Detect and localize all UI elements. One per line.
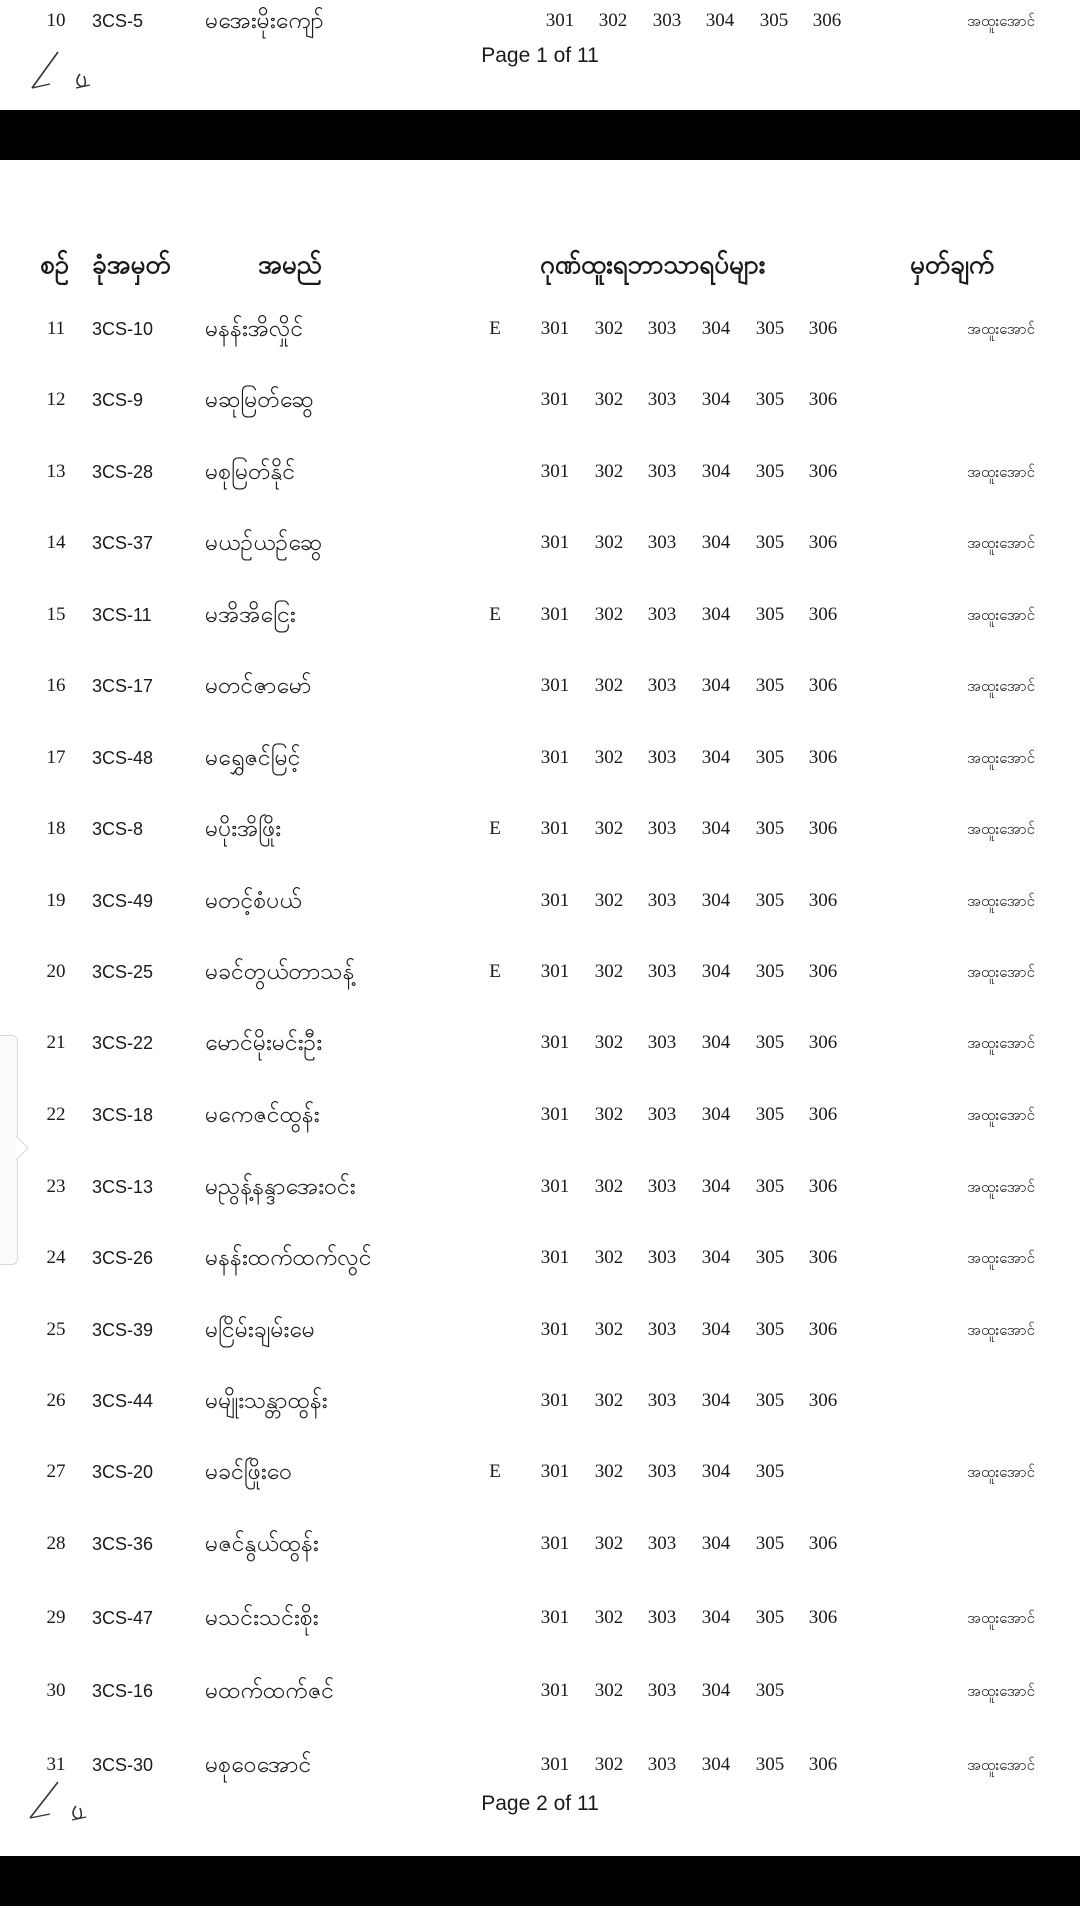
subject-code: 304 — [701, 1176, 731, 1197]
roll-number: 3CS-48 — [92, 748, 154, 768]
student-name: မကေဇင်ထွန်း — [205, 1102, 320, 1128]
subject-code: 304 — [701, 318, 731, 339]
student-name: မခင်တွယ်တာသန့် — [205, 959, 355, 985]
subject-code: 305 — [755, 1390, 785, 1411]
table-header — [0, 237, 1080, 293]
subject-code: 304 — [701, 1461, 731, 1482]
row-number: 16 — [46, 675, 66, 696]
subject-code: 306 — [808, 318, 838, 339]
subject-code: 304 — [701, 675, 731, 696]
table-row — [0, 1671, 1080, 1711]
subject-code: 304 — [701, 1247, 731, 1268]
subject-code: 302 — [594, 1247, 624, 1268]
subject-code: 303 — [647, 1176, 677, 1197]
subject-code: 306 — [808, 532, 838, 553]
roll-number: 3CS-9 — [92, 390, 144, 410]
roll-number: 3CS-25 — [92, 962, 154, 982]
subject-code: 305 — [755, 1461, 785, 1482]
remark: အထူးအောင် — [967, 820, 1035, 838]
subject-code: 304 — [701, 890, 731, 911]
remark: အထူးအောင် — [967, 463, 1035, 481]
row-number: 27 — [46, 1461, 66, 1482]
table-row — [0, 1598, 1080, 1638]
remark: အထူးအောင် — [967, 1682, 1035, 1700]
student-name: မတင်ဇာမော် — [205, 673, 312, 699]
row-number: 23 — [46, 1176, 66, 1197]
subject-code: 305 — [755, 1533, 785, 1554]
remark: အထူးအောင် — [967, 12, 1035, 30]
student-name: မောင်မိုးမင်းဦး — [205, 1030, 323, 1056]
table-row — [0, 738, 1080, 778]
student-name: မစုမြတ်နိုင် — [205, 459, 296, 485]
subject-code: 306 — [808, 461, 838, 482]
chevron-left-icon[interactable] — [16, 1128, 36, 1168]
subject-code: 305 — [755, 1754, 785, 1775]
table-row — [0, 595, 1080, 635]
page-separator — [0, 1856, 1080, 1906]
table-row — [0, 1745, 1080, 1785]
subject-code: 304 — [701, 1390, 731, 1411]
table-row — [0, 1, 1080, 41]
subject-code: 303 — [647, 532, 677, 553]
row-number: 12 — [46, 389, 66, 410]
subject-code: 303 — [647, 1533, 677, 1554]
row-number: 19 — [46, 890, 66, 911]
subject-code: 305 — [755, 604, 785, 625]
student-name: မနန်းအိလှိုင် — [205, 316, 304, 342]
subject-code: 306 — [808, 818, 838, 839]
row-number: 26 — [46, 1390, 66, 1411]
subject-code: 303 — [647, 1680, 677, 1701]
table-row — [0, 1238, 1080, 1278]
row-number: 11 — [46, 318, 66, 339]
subject-code: 302 — [594, 461, 624, 482]
subject-code: 303 — [647, 961, 677, 982]
subject-code: 301 — [540, 747, 570, 768]
subject-code: 302 — [594, 389, 624, 410]
subject-code: 301 — [540, 1104, 570, 1125]
table-row — [0, 952, 1080, 992]
subject-code: 304 — [701, 1680, 731, 1701]
subject-code: 304 — [705, 10, 735, 31]
student-name: မခင်ဖြိုးဝေ — [205, 1459, 293, 1485]
subject-code: 302 — [594, 1176, 624, 1197]
subject-code: 305 — [755, 675, 785, 696]
subject-code: 305 — [755, 818, 785, 839]
roll-number: 3CS-49 — [92, 891, 154, 911]
remark: အထူးအောင် — [967, 749, 1035, 767]
subject-code: 302 — [594, 1533, 624, 1554]
header-roll: ခုံအမှတ် — [92, 250, 171, 280]
page-separator — [0, 110, 1080, 160]
subject-code: 302 — [594, 604, 624, 625]
subject-code: 304 — [701, 532, 731, 553]
row-number: 20 — [46, 961, 66, 982]
subject-code: 301 — [540, 890, 570, 911]
subject-code: 304 — [701, 1319, 731, 1340]
subject-code: 305 — [755, 1607, 785, 1628]
row-number: 10 — [46, 10, 66, 31]
subject-code: 301 — [540, 318, 570, 339]
subject-code: 303 — [647, 318, 677, 339]
subject-code: 302 — [594, 818, 624, 839]
remark: အထူးအောင် — [967, 1178, 1035, 1196]
subject-code: 303 — [647, 1247, 677, 1268]
subject-code: 302 — [594, 1104, 624, 1125]
remark: အထူးအောင် — [967, 1321, 1035, 1339]
table-row — [0, 1023, 1080, 1063]
subject-code: 302 — [594, 1680, 624, 1701]
subject-code: 305 — [755, 461, 785, 482]
subject-code: 303 — [647, 461, 677, 482]
subject-code: 303 — [647, 1104, 677, 1125]
row-number: 13 — [46, 461, 66, 482]
subject-code: 301 — [540, 1247, 570, 1268]
table-row — [0, 1524, 1080, 1564]
page-number: Page 1 of 11 — [481, 44, 599, 67]
subject-code: 305 — [755, 1176, 785, 1197]
subject-code: 301 — [540, 961, 570, 982]
subject-code: 306 — [808, 675, 838, 696]
subject-code: 305 — [755, 389, 785, 410]
subject-code: 303 — [647, 890, 677, 911]
subject-code: 302 — [594, 890, 624, 911]
student-name: မတင့်စံပယ် — [205, 888, 302, 914]
subject-code: 303 — [647, 1319, 677, 1340]
row-number: 15 — [46, 604, 66, 625]
subject-code: 305 — [755, 1247, 785, 1268]
subject-code: 304 — [701, 961, 731, 982]
subject-code: 305 — [755, 1104, 785, 1125]
remark: အထူးအောင် — [967, 1034, 1035, 1052]
subject-code: 302 — [594, 675, 624, 696]
roll-number: 3CS-47 — [92, 1608, 154, 1628]
subject-code: 303 — [647, 675, 677, 696]
subject-code: 302 — [594, 318, 624, 339]
subject-code: 306 — [808, 389, 838, 410]
subject-code: 305 — [755, 961, 785, 982]
english-distinction-mark: E — [489, 818, 501, 839]
subject-code: 301 — [540, 1607, 570, 1628]
subject-code: 302 — [594, 1607, 624, 1628]
subject-code: 301 — [540, 389, 570, 410]
subject-code: 301 — [540, 1032, 570, 1053]
roll-number: 3CS-16 — [92, 1681, 154, 1701]
roll-number: 3CS-37 — [92, 533, 154, 553]
subject-code: 301 — [540, 604, 570, 625]
header-no: စဉ် — [40, 250, 70, 280]
subject-code: 306 — [808, 1104, 838, 1125]
subject-code: 304 — [701, 1607, 731, 1628]
student-name: မမျိုးသန္တာထွန်း — [205, 1388, 328, 1414]
subject-code: 302 — [594, 1461, 624, 1482]
student-name: မစုဝေအောင် — [205, 1752, 312, 1778]
subject-code: 306 — [808, 604, 838, 625]
subject-code: 306 — [808, 1533, 838, 1554]
table-row — [0, 1452, 1080, 1492]
subject-code: 305 — [755, 1032, 785, 1053]
subject-code: 303 — [647, 1032, 677, 1053]
subject-code: 304 — [701, 1032, 731, 1053]
roll-number: 3CS-17 — [92, 676, 154, 696]
english-distinction-mark: E — [489, 318, 501, 339]
student-name: မပိုးအိဖြိုး — [205, 816, 282, 842]
remark: အထူးအောင် — [967, 1756, 1035, 1774]
remark: အထူးအောင် — [967, 534, 1035, 552]
row-number: 31 — [46, 1754, 66, 1775]
subject-code: 305 — [755, 1319, 785, 1340]
subject-code: 302 — [594, 1754, 624, 1775]
subject-code: 301 — [540, 675, 570, 696]
subject-code: 306 — [808, 1607, 838, 1628]
english-distinction-mark: E — [489, 604, 501, 625]
table-row — [0, 666, 1080, 706]
subject-code: 305 — [755, 890, 785, 911]
roll-number: 3CS-8 — [92, 819, 144, 839]
remark: အထူးအောင် — [967, 606, 1035, 624]
table-row — [0, 452, 1080, 492]
row-number: 18 — [46, 818, 66, 839]
subject-code: 306 — [808, 747, 838, 768]
subject-code: 301 — [540, 1176, 570, 1197]
subject-code: 306 — [808, 961, 838, 982]
subject-code: 304 — [701, 389, 731, 410]
subject-code: 304 — [701, 461, 731, 482]
english-distinction-mark: E — [489, 961, 501, 982]
table-row — [0, 881, 1080, 921]
row-number: 22 — [46, 1104, 66, 1125]
student-name: မနန်းထက်ထက်လွင် — [205, 1245, 372, 1271]
subject-code: 301 — [540, 1680, 570, 1701]
subject-code: 302 — [594, 1032, 624, 1053]
student-name: မငြိမ်းချမ်းမေ — [205, 1317, 315, 1343]
subject-code: 302 — [594, 1390, 624, 1411]
subject-code: 304 — [701, 1533, 731, 1554]
subject-code: 304 — [701, 818, 731, 839]
subject-code: 302 — [594, 532, 624, 553]
subject-code: 302 — [594, 961, 624, 982]
student-name: မသင်းသင်းစိုး — [205, 1605, 319, 1631]
subject-code: 303 — [647, 1461, 677, 1482]
subject-code: 305 — [755, 532, 785, 553]
subject-code: 305 — [759, 10, 789, 31]
subject-code: 301 — [540, 532, 570, 553]
roll-number: 3CS-26 — [92, 1248, 154, 1268]
subject-code: 304 — [701, 1754, 731, 1775]
english-distinction-mark: E — [489, 1461, 501, 1482]
roll-number: 3CS-11 — [92, 605, 152, 625]
row-number: 30 — [46, 1680, 66, 1701]
remark: အထူးအောင် — [967, 677, 1035, 695]
roll-number: 3CS-18 — [92, 1105, 154, 1125]
subject-code: 305 — [755, 747, 785, 768]
student-name: မရွှေဇင်မြင့် — [205, 745, 301, 771]
subject-code: 304 — [701, 747, 731, 768]
student-name: မအိအိငြေး — [205, 602, 296, 628]
table-row — [0, 523, 1080, 563]
subject-code: 304 — [701, 1104, 731, 1125]
subject-code: 301 — [540, 1390, 570, 1411]
subject-code: 301 — [540, 461, 570, 482]
subject-code: 305 — [755, 318, 785, 339]
subject-code: 306 — [808, 1247, 838, 1268]
subject-code: 306 — [808, 1390, 838, 1411]
subject-code: 302 — [594, 747, 624, 768]
remark: အထူးအောင် — [967, 1106, 1035, 1124]
subject-code: 301 — [540, 1461, 570, 1482]
subject-code: 303 — [647, 604, 677, 625]
table-row — [0, 1310, 1080, 1350]
roll-number: 3CS-36 — [92, 1534, 154, 1554]
student-name: မယဉ်ယဉ်ဆွေ — [205, 530, 323, 556]
subject-code: 302 — [594, 1319, 624, 1340]
remark: အထူးအောင် — [967, 320, 1035, 338]
roll-number: 3CS-28 — [92, 462, 154, 482]
subject-code: 306 — [808, 890, 838, 911]
roll-number: 3CS-5 — [92, 11, 144, 31]
table-row — [0, 380, 1080, 420]
roll-number: 3CS-13 — [92, 1177, 154, 1197]
student-name: မညွန့်နန္ဒာအေးဝင်း — [205, 1174, 356, 1200]
header-subjects: ဂုဏ်ထူးရဘာသာရပ်များ — [540, 250, 766, 280]
row-number: 14 — [46, 532, 66, 553]
roll-number: 3CS-44 — [92, 1391, 154, 1411]
row-number: 17 — [46, 747, 66, 768]
table-row — [0, 309, 1080, 349]
subject-code: 306 — [808, 1032, 838, 1053]
subject-code: 303 — [647, 389, 677, 410]
remark: အထူးအောင် — [967, 892, 1035, 910]
subject-code: 306 — [808, 1754, 838, 1775]
roll-number: 3CS-22 — [92, 1033, 154, 1053]
table-row — [0, 1381, 1080, 1421]
subject-code: 303 — [647, 1754, 677, 1775]
row-number: 21 — [46, 1032, 66, 1053]
subject-code: 303 — [652, 10, 682, 31]
subject-code: 303 — [647, 747, 677, 768]
student-name: မအေးမိုးကျော် — [205, 8, 324, 34]
student-name: မထက်ထက်ဇင် — [205, 1678, 335, 1704]
student-name: မဇင်နွယ်ထွန်း — [205, 1531, 319, 1557]
remark: အထူးအောင် — [967, 1249, 1035, 1267]
subject-code: 301 — [540, 1754, 570, 1775]
subject-code: 305 — [755, 1680, 785, 1701]
subject-code: 306 — [808, 1176, 838, 1197]
roll-number: 3CS-30 — [92, 1755, 154, 1775]
subject-code: 306 — [808, 1319, 838, 1340]
subject-code: 303 — [647, 1607, 677, 1628]
table-row — [0, 1095, 1080, 1135]
roll-number: 3CS-39 — [92, 1320, 154, 1340]
subject-code: 301 — [540, 1319, 570, 1340]
remark: အထူးအောင် — [967, 1609, 1035, 1627]
page-number: Page 2 of 11 — [481, 1792, 599, 1815]
subject-code: 306 — [812, 10, 842, 31]
row-number: 29 — [46, 1607, 66, 1628]
subject-code: 302 — [598, 10, 628, 31]
subject-code: 301 — [545, 10, 575, 31]
remark: အထူးအောင် — [967, 1463, 1035, 1481]
student-name: မဆုမြတ်ဆွေ — [205, 387, 314, 413]
header-name: အမည် — [258, 250, 322, 280]
roll-number: 3CS-20 — [92, 1462, 154, 1482]
row-number: 24 — [46, 1247, 66, 1268]
row-number: 25 — [46, 1319, 66, 1340]
remark: အထူးအောင် — [967, 963, 1035, 981]
subject-code: 304 — [701, 604, 731, 625]
row-number: 28 — [46, 1533, 66, 1554]
subject-code: 301 — [540, 818, 570, 839]
table-row — [0, 1167, 1080, 1207]
roll-number: 3CS-10 — [92, 319, 154, 339]
subject-code: 303 — [647, 1390, 677, 1411]
subject-code: 301 — [540, 1533, 570, 1554]
table-row — [0, 809, 1080, 849]
header-remark: မှတ်ချက် — [910, 250, 995, 280]
subject-code: 303 — [647, 818, 677, 839]
